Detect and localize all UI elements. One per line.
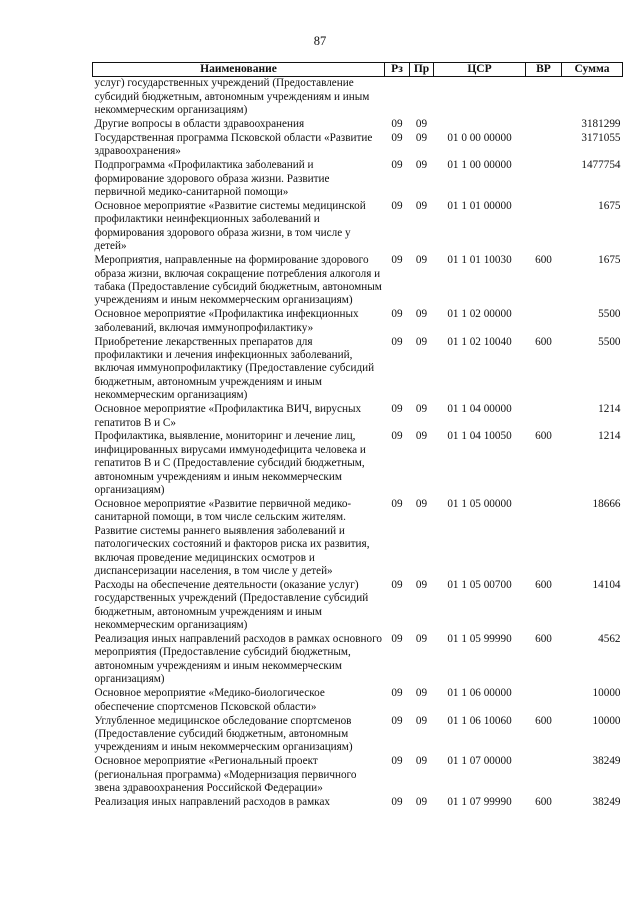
row-vr [526,755,562,796]
row-rz: 09 [391,159,403,172]
row-csr: 01 1 05 00000 [447,498,512,510]
row-pr: 09 [415,403,428,416]
table-row [93,579,623,633]
table-row [93,132,623,159]
row-name: Подпрограмма «Профилактика заболеваний и формирование здорового образа жизни. Развитие первичной медико-санитарной помощи» [94,159,330,199]
row-pr: 09 [415,430,428,443]
row-pr: 09 [415,308,428,321]
row-csr: 01 1 07 99990 [447,795,512,808]
row-pr: 09 [415,714,428,727]
row-vr [526,498,562,579]
row-sum: 38249 [592,795,621,808]
table-row [93,118,623,132]
table-row [93,308,623,335]
table-header-row [93,63,623,77]
table-body [93,77,623,810]
row-sum: 5500 [598,335,621,348]
row-pr: 09 [415,132,428,145]
table-row [93,159,623,200]
row-csr: 01 1 01 00000 [447,200,512,213]
row-vr [526,159,562,200]
header-sum: Сумма [562,63,623,77]
row-pr: 09 [415,633,428,646]
row-rz: 09 [391,633,403,646]
row-csr: 01 1 06 00000 [447,687,512,700]
row-sum: 5500 [598,308,621,321]
row-csr: 01 1 04 00000 [447,403,512,416]
row-vr: 600 [535,335,552,348]
row-csr: 01 1 00 00000 [447,159,512,172]
row-pr: 09 [415,118,428,131]
table-row [93,200,623,254]
table-row [93,755,623,796]
row-rz: 09 [391,308,403,321]
row-sum: 3181299 [581,118,621,131]
row-rz: 09 [391,795,403,808]
row-rz: 09 [391,578,403,591]
row-rz: 09 [391,254,403,267]
budget-table [92,62,623,810]
row-vr [526,77,562,118]
row-vr [526,308,562,335]
row-name: Основное мероприятие «Профилактика ВИЧ, вирусных гепатитов В и С» [94,403,362,429]
row-vr [526,687,562,714]
row-vr [526,118,562,132]
row-name: Углубленное медицинское обследование спортсменов (Предоставление субсидий бюджетным, автономным учреждениям и иным некоммерческим организациям) [94,714,353,754]
row-vr [526,403,562,430]
row-csr: 01 0 00 00000 [447,132,512,145]
row-pr [410,77,434,118]
row-name: Другие вопросы в области здравоохранения [94,118,305,131]
row-name: Основное мероприятие «Развитие первичной медико-санитарной помощи, в том числе сельским жителям. Развитие системы раннего выявления заболеваний и патологических состояний и факторов риска их развития, включая проведение медицинских осмотров и диспансеризации населения, в том числе у детей» [94,498,370,578]
row-sum: 18666 [592,498,621,510]
row-rz: 09 [391,755,403,768]
row-sum: 1477754 [581,159,621,172]
row-rz: 09 [391,118,403,131]
row-name: Расходы на обеспечение деятельности (оказание услуг) государственных учреждений (Предоставление субсидий бюджетным, автономным учреждениям и иным некоммерческим организациям) [94,578,369,632]
row-vr: 600 [535,714,552,727]
header-name: Наименование [93,63,385,77]
row-rz: 09 [391,430,403,443]
row-csr [434,77,526,118]
row-sum: 3171055 [581,132,621,145]
row-sum: 14104 [592,578,621,591]
row-sum: 1214 [598,403,621,416]
row-name: Реализация иных направлений расходов в рамках [94,795,331,808]
row-pr: 09 [415,159,428,172]
row-vr [526,132,562,159]
row-csr: 01 1 07 00000 [447,755,512,768]
row-sum: 10000 [592,687,621,700]
header-pr: Пр [410,63,434,77]
row-pr: 09 [415,200,428,213]
row-vr: 600 [535,795,552,808]
row-csr: 01 1 05 99990 [447,633,512,646]
table-row [93,687,623,714]
row-csr: 01 1 04 10050 [447,430,512,443]
row-rz: 09 [391,714,403,727]
table-row [93,715,623,756]
row-csr: 01 1 02 10040 [447,335,512,348]
row-name: Основное мероприятие «Профилактика инфекционных заболеваний, включая иммунопрофилактику» [94,308,359,334]
row-vr: 600 [535,430,552,443]
row-csr: 01 1 05 00700 [447,578,512,591]
row-rz [385,77,410,118]
row-name: Профилактика, выявление, мониторинг и лечение лиц, инфицированных вирусами иммунодефицита человека и гепатитов В и С (Предоставление субсидий бюджетным, автономным учреждениям и иным некоммерческим организациям) [94,430,366,497]
row-pr: 09 [415,498,428,510]
row-pr: 09 [415,254,428,267]
table-row [93,336,623,404]
row-pr: 09 [415,795,428,808]
row-name: Основное мероприятие «Медико-биологическое обеспечение спортсменов Псковской области» [94,687,325,713]
row-vr: 600 [535,633,552,646]
row-pr: 09 [415,578,428,591]
row-rz: 09 [391,687,403,700]
row-sum: 1675 [598,200,621,213]
row-name: Основное мероприятие «Развитие системы медицинской профилактики неинфекционных заболеваний и формирования здорового образа жизни, в том числе у детей» [94,200,366,253]
row-pr: 09 [415,687,428,700]
table-row [93,796,623,810]
row-rz: 09 [391,498,403,510]
row-rz: 09 [391,335,403,348]
row-pr: 09 [415,335,428,348]
row-rz: 09 [391,403,403,416]
row-name: Мероприятия, направленные на формирование здорового образа жизни, включая сокращение потребления алкоголя и табака (Предоставление субсидий бюджетным, автономным учреждениям и иным некоммерческим организациям) [94,254,382,307]
table-row [93,633,623,687]
row-name: Приобретение лекарственных препаратов для профилактики и лечения инфекционных заболеваний, включая иммунопрофилактику (Предоставление субсидий бюджетным, автономным учреждениям и иным некоммерческим организациям) [94,335,375,402]
row-sum: 38249 [592,755,621,768]
row-vr: 600 [535,578,552,591]
row-vr [526,200,562,254]
row-csr [434,118,526,132]
row-sum: 10000 [592,714,621,727]
row-csr: 01 1 06 10060 [447,714,512,727]
table-row [93,430,623,498]
table-row [93,77,623,118]
row-rz: 09 [391,132,403,145]
row-sum: 4562 [598,633,621,646]
table-row [93,403,623,430]
row-sum [562,77,623,118]
row-pr: 09 [415,755,428,768]
page-number: 87 [313,34,327,48]
row-rz: 09 [391,200,403,213]
row-sum: 1214 [598,430,621,443]
row-name: Основное мероприятие «Региональный проект (региональная программа) «Модернизация первичного звена здравоохранения Российской Федерации» [94,755,357,795]
header-rz: Рз [385,63,410,77]
row-vr: 600 [535,254,552,267]
row-csr: 01 1 01 10030 [447,254,512,267]
row-csr: 01 1 02 00000 [447,308,512,321]
table-row [93,254,623,308]
row-name: Государственная программа Псковской области «Развитие здравоохранения» [94,132,373,158]
row-name: услуг) государственных учреждений (Предоставление субсидий бюджетным, автономным учреждениям и иным некоммерческим организациям) [94,77,370,117]
header-vr: ВР [526,63,562,77]
header-csr: ЦСР [434,63,526,77]
row-name: Реализация иных направлений расходов в рамках основного мероприятия (Предоставление субсидий бюджетным, автономным учреждениям и иным некоммерческим организациям) [94,633,382,686]
table-row [93,498,623,579]
row-sum: 1675 [598,254,621,267]
